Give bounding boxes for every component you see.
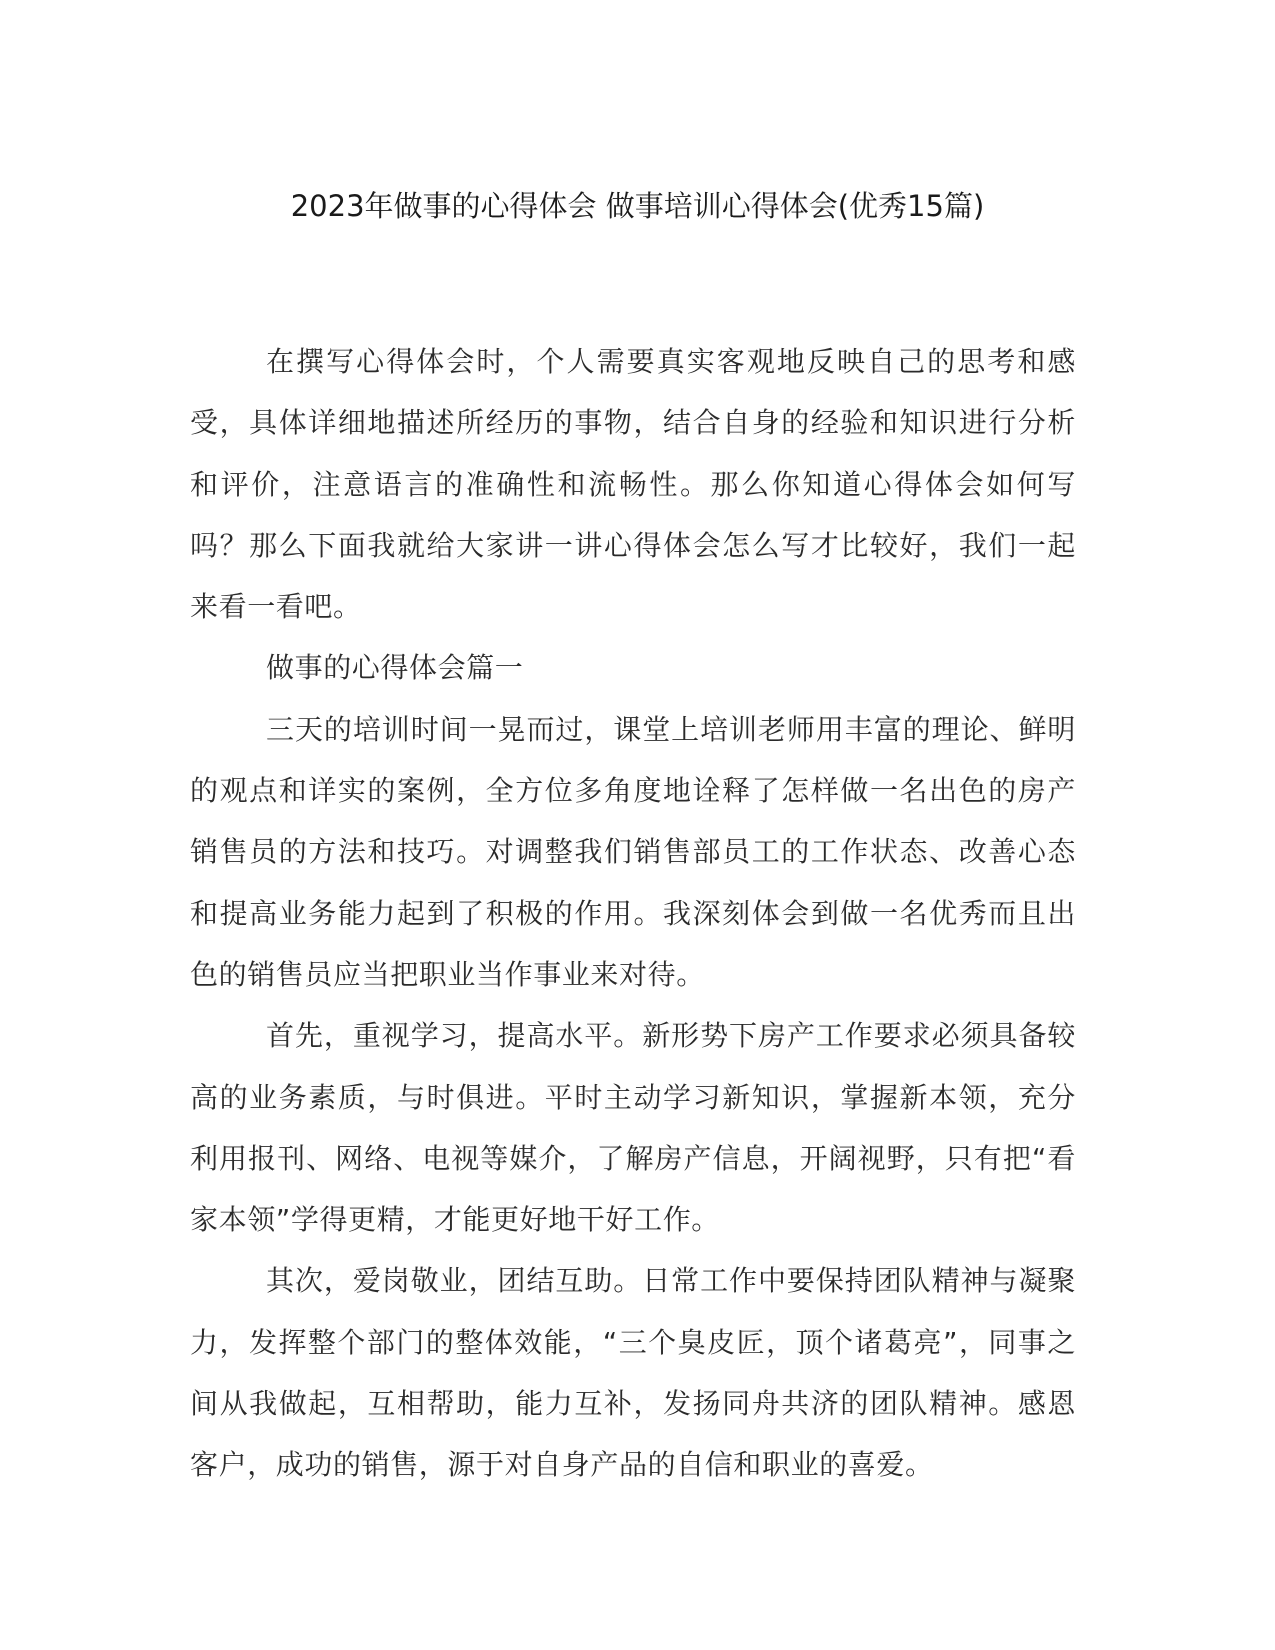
section-heading: 做事的心得体会篇一 — [266, 651, 524, 685]
document-title: 2023年做事的心得体会 做事培训心得体会(优秀15篇) — [290, 189, 985, 223]
paragraph: 其次，爱岗敬业，团结互助。日常工作中要保持团队精神与凝聚力，发挥整个部门的整体效能，“三个臭皮匠，顶个诸葛亮”，同事之间从我做起，互相帮助，能力互补，发扬同舟共济的团队精神。感恩客户，成功的销售，源于对自身产品的自信和职业的喜爱。 — [190, 1264, 1076, 1482]
paragraph: 首先，重视学习，提高水平。新形势下房产工作要求必须具备较高的业务素质，与时俱进。平时主动学习新知识，掌握新本领，充分利用报刊、网络、电视等媒介，了解房产信息，开阔视野，只有把“看家本领”学得更精，才能更好地干好工作。 — [190, 1019, 1076, 1237]
document-body — [190, 331, 1076, 1496]
paragraph: 三天的培训时间一晃而过，课堂上培训老师用丰富的理论、鲜明的观点和详实的案例，全方位多角度地诠释了怎样做一名出色的房产销售员的方法和技巧。对调整我们销售部员工的工作状态、改善心态和提高业务能力起到了积极的作用。我深刻体会到做一名优秀而且出色的销售员应当把职业当作事业来对待。 — [190, 712, 1076, 991]
paragraph-intro: 在撰写心得体会时，个人需要真实客观地反映自己的思考和感受，具体详细地描述所经历的事物，结合自身的经验和知识进行分析和评价，注意语言的准确性和流畅性。那么你知道心得体会如何写吗？那么下面我就给大家讲一讲心得体会怎么写才比较好，我们一起来看一看吧。 — [190, 345, 1076, 624]
